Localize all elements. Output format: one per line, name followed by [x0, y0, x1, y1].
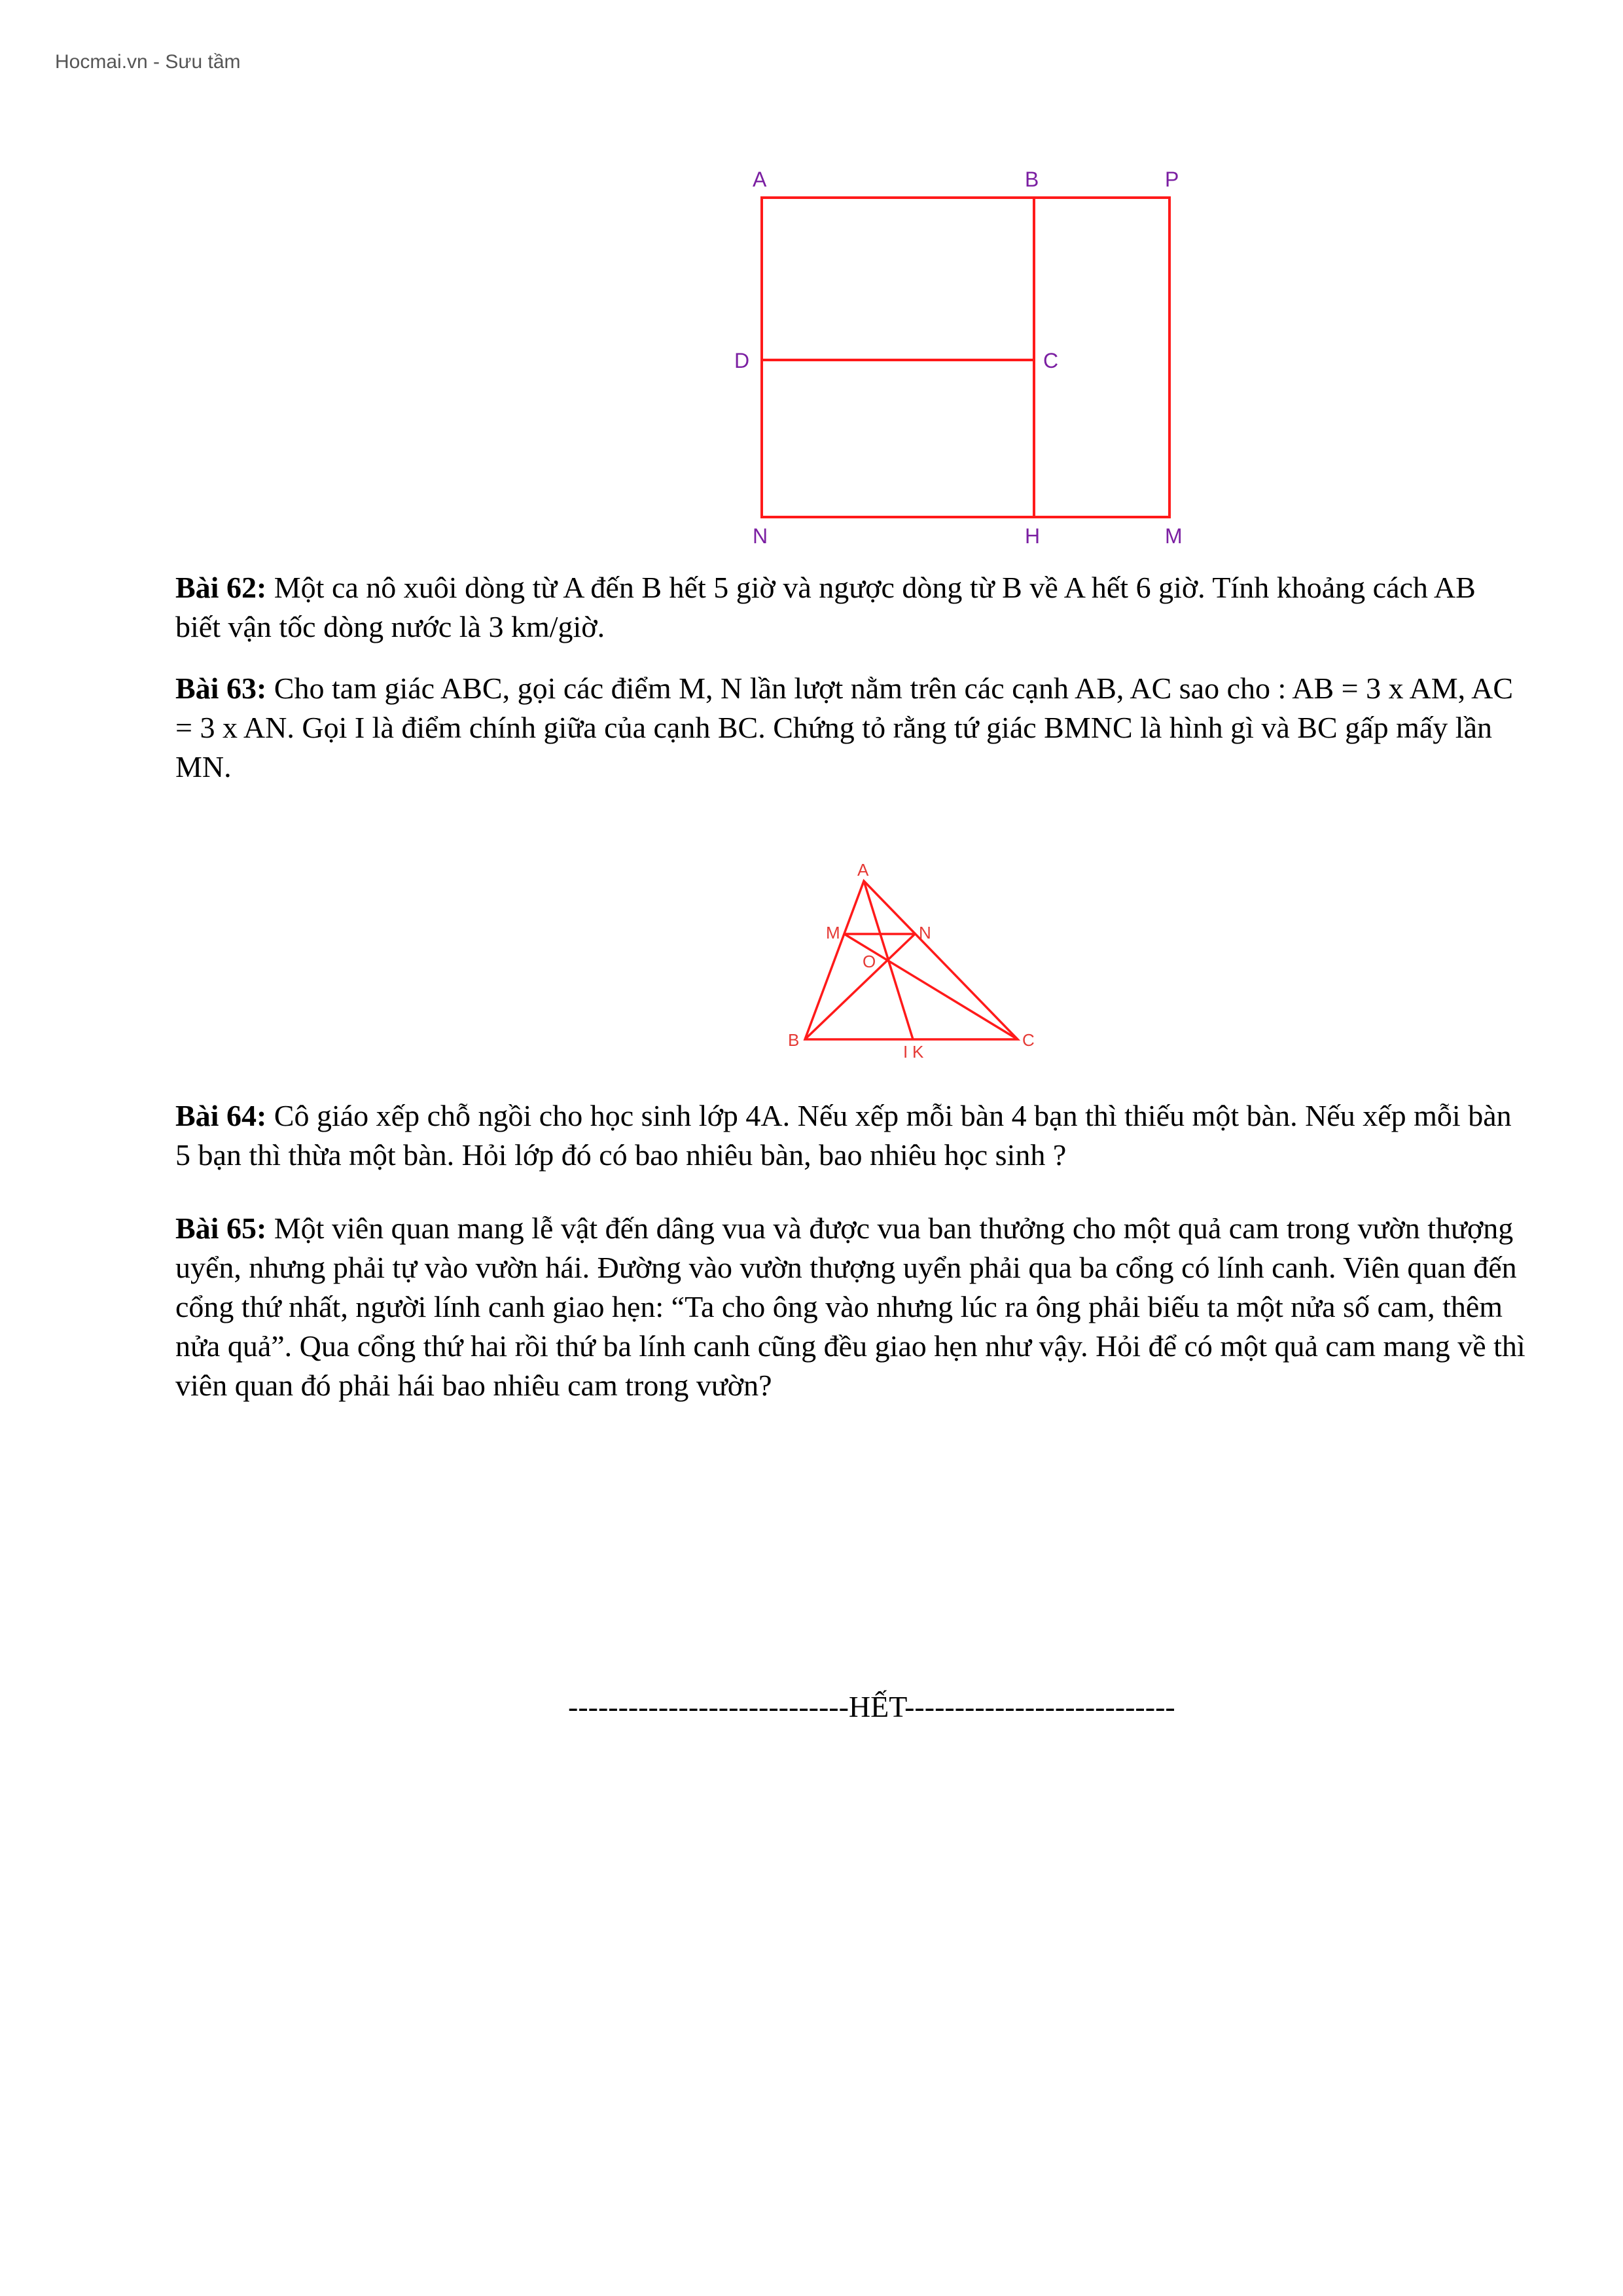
- label-A: A: [753, 168, 767, 191]
- problem-62-label: Bài 62:: [175, 571, 267, 604]
- end-marker: ----------------------------HẾT---------------------------: [568, 1690, 1175, 1723]
- problem-65-text-1: Một viên quan mang lễ vật đến dâng vua và được vua ban thưởng cho một quả cam trong vườn thượng: [274, 1211, 1514, 1245]
- problem-64-line-1: [175, 1096, 1623, 1136]
- problem-64-line-2: 5 bạn thì thừa một bàn. Hỏi lớp đó có bao nhiêu bàn, bao nhiêu học sinh ?: [175, 1138, 1067, 1172]
- problem-64-label: Bài 64:: [175, 1099, 267, 1132]
- label-C: C: [1043, 349, 1059, 372]
- problem-63: [175, 669, 1623, 787]
- label-M: M: [826, 923, 840, 942]
- problem-65-line-1: [175, 1209, 1623, 1248]
- segment-NB: [805, 934, 915, 1039]
- label-H: H: [1025, 524, 1041, 548]
- outer-rectangle: [762, 198, 1169, 517]
- problem-62: [175, 568, 1623, 647]
- label-P: P: [1165, 168, 1179, 191]
- problem-65: [175, 1209, 1623, 1405]
- problem-63-label: Bài 63:: [175, 672, 267, 705]
- problem-62-line-1: [175, 568, 1623, 607]
- label-N: N: [919, 923, 931, 942]
- problem-65-line-5: viên quan đó phải hái bao nhiêu cam trong vườn?: [175, 1369, 772, 1402]
- problem-63-line-1: [175, 669, 1623, 708]
- problem-63-text-1: Cho tam giác ABC, gọi các điểm M, N lần lượt nằm trên các cạnh AB, AC sao cho : AB = 3 x AM, AC: [274, 672, 1514, 705]
- label-K: K: [912, 1042, 924, 1062]
- problem-64: [175, 1096, 1623, 1175]
- problem-65-line-2: uyển, nhưng phải tự vào vườn hái. Đường vào vườn thượng uyển phải qua ba cổng có lính canh. Viên quan đến: [175, 1251, 1517, 1284]
- problem-65-line-3: cổng thứ nhất, người lính canh giao hẹn: “Ta cho ông vào nhưng lúc ra ông phải biếu ta một nửa số cam, thêm: [175, 1290, 1503, 1323]
- label-B: B: [788, 1030, 800, 1050]
- problem-65-line-4: nửa quả”. Qua cổng thứ hai rồi thứ ba lính canh cũng đều giao hẹn như vậy. Hỏi để có một quả cam mang về thì: [175, 1329, 1525, 1363]
- problem-65-label: Bài 65:: [175, 1211, 267, 1245]
- problem-62-line-2: biết vận tốc dòng nước là 3 km/giờ.: [175, 610, 605, 643]
- label-D: D: [734, 349, 750, 372]
- source-header: Hocmai.vn - Sưu tầm: [55, 51, 241, 73]
- label-A: A: [857, 860, 869, 880]
- triangle-ABC: [805, 881, 1018, 1039]
- label-C: C: [1022, 1030, 1035, 1050]
- label-O: O: [863, 952, 876, 971]
- label-N: N: [753, 524, 768, 548]
- problem-63-line-2: = 3 x AN. Gọi I là điểm chính giữa của cạnh BC. Chứng tỏ rằng tứ giác BMNC là hình gì và BC gấp mấy lần: [175, 711, 1492, 744]
- label-I: I: [903, 1042, 908, 1062]
- problem-63-line-3: MN.: [175, 750, 232, 783]
- label-M: M: [1165, 524, 1183, 548]
- problem-62-text-1: Một ca nô xuôi dòng từ A đến B hết 5 giờ và ngược dòng từ B về A hết 6 giờ. Tính khoảng cách AB: [274, 571, 1476, 604]
- triangle-figure: [779, 857, 1067, 1067]
- label-B: B: [1025, 168, 1039, 191]
- problem-64-text-1: Cô giáo xếp chỗ ngồi cho học sinh lớp 4A. Nếu xếp mỗi bàn 4 bạn thì thiếu một bàn. Nếu xếp mỗi bàn: [274, 1099, 1512, 1132]
- rectangle-figure: [713, 164, 1211, 556]
